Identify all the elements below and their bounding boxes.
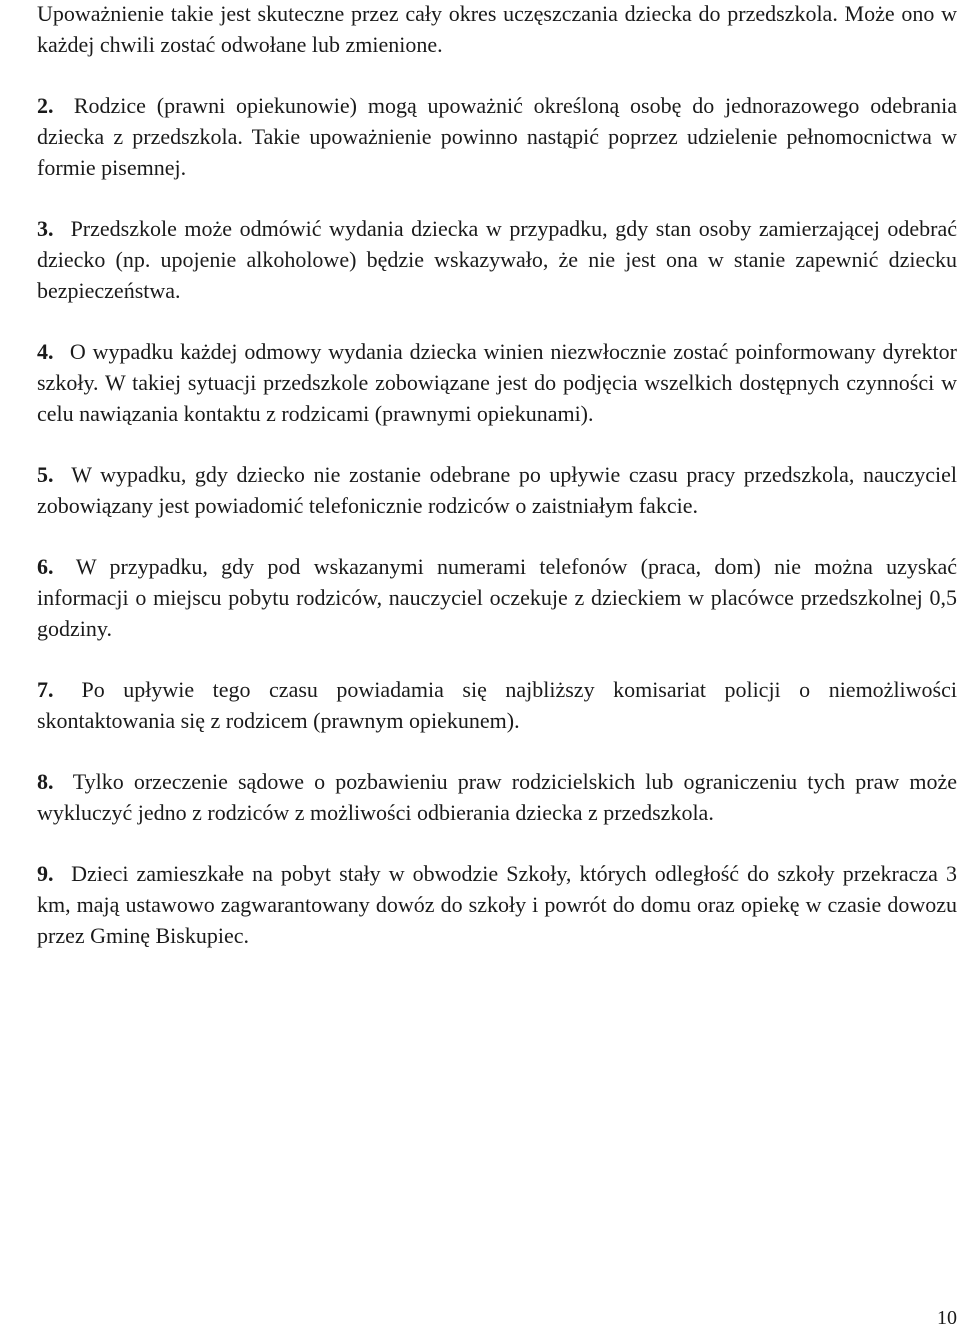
item-text: Dzieci zamieszkałe na pobyt stały w obwodzie Szkoły, których odległość do szkoły przekracza 3 km, mają ustawowo zagwarantowany dowóz do szkoły i powrót do domu oraz opiekę w czasie dowozu przez Gminę Biskupiec.: [37, 861, 957, 948]
item-text: W przypadku, gdy pod wskazanymi numerami telefonów (praca, dom) nie można uzyskać informacji o miejscu pobytu rodziców, nauczyciel oczekuje z dzieckiem w placówce przedszkolnej 0,5 godziny.: [37, 554, 958, 641]
list-item: [37, 674, 957, 736]
list-item: [37, 766, 957, 828]
item-number: 4.: [37, 339, 54, 364]
list-item: [37, 336, 957, 429]
item-number: 3.: [37, 216, 54, 241]
item-text: W wypadku, gdy dziecko nie zostanie odebrane po upływie czasu pracy przedszkola, nauczyciel zobowiązany jest powiadomić telefonicznie rodziców o zaistniałym fakcie.: [37, 462, 957, 518]
item-number: 7.: [37, 677, 54, 702]
item-number: 5.: [37, 462, 54, 487]
document-body: [37, 0, 957, 981]
item-number: 6.: [37, 554, 54, 579]
list-item: [37, 459, 957, 521]
list-item: [37, 90, 957, 183]
item-number: 9.: [37, 861, 54, 886]
intro-paragraph: Upoważnienie takie jest skuteczne przez cały okres uczęszczania dziecka do przedszkola. Może ono w każdej chwili zostać odwołane lub zmienione.: [37, 1, 957, 57]
list-item: [37, 551, 957, 644]
item-text: Rodzice (prawni opiekunowie) mogą upoważnić określoną osobę do jednorazowego odebrania dziecka z przedszkola. Takie upoważnienie powinno nastąpić poprzez udzielenie pełnomocnictwa w formie pisemnej.: [37, 93, 958, 180]
list-item: [37, 858, 957, 951]
item-number: 8.: [37, 769, 54, 794]
item-text: Tylko orzeczenie sądowe o pozbawieniu praw rodzicielskich lub ograniczeniu tych praw może wykluczyć jedno z rodziców z możliwości odbierania dziecka z przedszkola.: [37, 769, 957, 825]
item-number: 2.: [37, 93, 54, 118]
item-text: Przedszkole może odmówić wydania dziecka w przypadku, gdy stan osoby zamierzającej odebrać dziecko (np. upojenie alkoholowe) będzie wskazywało, że nie jest ona w stanie zapewnić dziecku bezpieczeństwa.: [37, 216, 957, 303]
item-text: O wypadku każdej odmowy wydania dziecka winien niezwłocznie zostać poinformowany dyrektor szkoły. W takiej sytuacji przedszkole zobowiązane jest do podjęcia wszelkich dostępnych czynności w celu nawiązania kontaktu z rodzicami (prawnymi opiekunami).: [37, 339, 957, 426]
list-item: [37, 213, 957, 306]
item-text: Po upływie tego czasu powiadamia się najbliższy komisariat policji o niemożliwości skontaktowania się z rodzicem (prawnym opiekunem).: [37, 677, 957, 733]
page-number: 10: [937, 1307, 957, 1329]
